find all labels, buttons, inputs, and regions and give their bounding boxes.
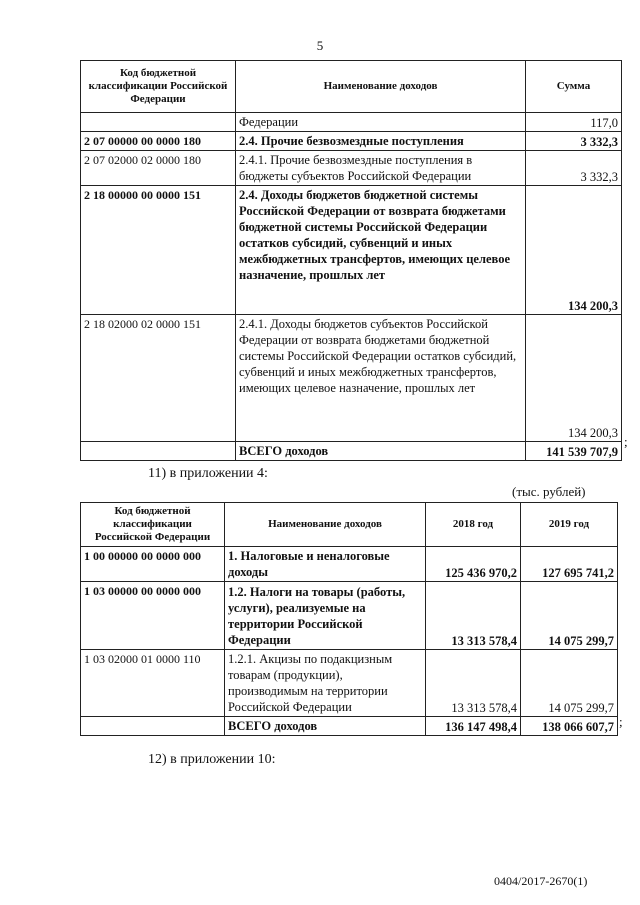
row-name: 2.4.1. Прочие безвозмездные поступления в бюджеты субъектов Российской Федерации bbox=[236, 151, 526, 186]
table-row bbox=[81, 132, 622, 151]
row-name: 1.2. Налоги на товары (работы, услуги), реализуемые на территории Российской Федерации bbox=[225, 582, 426, 650]
row-code: 2 18 02000 02 0000 151 bbox=[81, 315, 236, 442]
table-row bbox=[81, 315, 622, 442]
page-number: 5 bbox=[316, 38, 324, 53]
header-2018: 2018 год bbox=[426, 503, 521, 547]
row-name: ВСЕГО доходов bbox=[236, 442, 526, 461]
row-code: 2 18 00000 00 0000 151 bbox=[81, 186, 236, 315]
header-sum: Сумма bbox=[526, 61, 622, 113]
row-sum: 141 539 707,9 bbox=[526, 442, 622, 461]
row-2019: 14 075 299,7 bbox=[521, 650, 618, 717]
row-sum: 134 200,3 bbox=[526, 186, 622, 315]
table-row bbox=[81, 717, 618, 736]
table-row bbox=[81, 442, 622, 461]
header-name: Наименование доходов bbox=[225, 503, 426, 547]
row-name: Федерации bbox=[236, 113, 526, 132]
row-2019: 127 695 741,2 bbox=[521, 547, 618, 582]
units-label: (тыс. рублей) bbox=[512, 484, 586, 499]
row-sum: 3 332,3 bbox=[526, 132, 622, 151]
row-sum: 117,0 bbox=[526, 113, 622, 132]
header-2019: 2019 год bbox=[521, 503, 618, 547]
row-name: 1.2.1. Акцизы по подакцизным товарам (продукции), производимым на территории Российской Федерации bbox=[225, 650, 426, 717]
row-code: 2 07 00000 00 0000 180 bbox=[81, 132, 236, 151]
row-2018: 13 313 578,4 bbox=[426, 582, 521, 650]
document-number: 0404/2017-2670(1) bbox=[494, 874, 588, 888]
row-code bbox=[81, 717, 225, 736]
row-sum: 3 332,3 bbox=[526, 151, 622, 186]
row-name: 1. Налоговые и неналоговые доходы bbox=[225, 547, 426, 582]
row-name: 2.4. Прочие безвозмездные поступления bbox=[236, 132, 526, 151]
table-row bbox=[81, 582, 618, 650]
table-row bbox=[81, 186, 622, 315]
header-code: Код бюджетной классификации Российской Федерации bbox=[81, 503, 225, 547]
row-2019: 138 066 607,7 bbox=[521, 717, 618, 736]
section-12-heading: 12) в приложении 10: bbox=[148, 752, 276, 767]
header-code: Код бюджетной классификации Российской Федерации bbox=[81, 61, 236, 113]
row-2019: 14 075 299,7 bbox=[521, 582, 618, 650]
row-2018: 136 147 498,4 bbox=[426, 717, 521, 736]
table2-trailing: ; bbox=[619, 714, 623, 729]
row-name: ВСЕГО доходов bbox=[225, 717, 426, 736]
row-2018: 125 436 970,2 bbox=[426, 547, 521, 582]
income-table-2 bbox=[80, 502, 618, 736]
table-row bbox=[81, 650, 618, 717]
table-row bbox=[81, 113, 622, 132]
table1-trailing: ; bbox=[624, 434, 628, 449]
row-name: 2.4. Доходы бюджетов бюджетной системы Российской Федерации от возврата бюджетами бюджетной системы Российской Федерации остатков субсидий, субвенций и иных межбюджетных трансфертов, имеющих целевое назначение, прошлых лет bbox=[236, 186, 526, 315]
row-code bbox=[81, 442, 236, 461]
row-code: 1 03 02000 01 0000 110 bbox=[81, 650, 225, 717]
table-row bbox=[81, 151, 622, 186]
header-name: Наименование доходов bbox=[236, 61, 526, 113]
row-code: 1 03 00000 00 0000 000 bbox=[81, 582, 225, 650]
row-name: 2.4.1. Доходы бюджетов субъектов Российской Федерации от возврата бюджетами бюджетной системы Российской Федерации остатков субсидий, субвенций и иных межбюджетных трансфертов, имеющих целевое назначение, прошлых лет bbox=[236, 315, 526, 442]
row-code: 1 00 00000 00 0000 000 bbox=[81, 547, 225, 582]
row-sum: 134 200,3 bbox=[526, 315, 622, 442]
table-row bbox=[81, 547, 618, 582]
row-2018: 13 313 578,4 bbox=[426, 650, 521, 717]
income-table-1 bbox=[80, 60, 622, 461]
row-code: 2 07 02000 02 0000 180 bbox=[81, 151, 236, 186]
row-code bbox=[81, 113, 236, 132]
section-11-heading: 11) в приложении 4: bbox=[148, 466, 268, 481]
